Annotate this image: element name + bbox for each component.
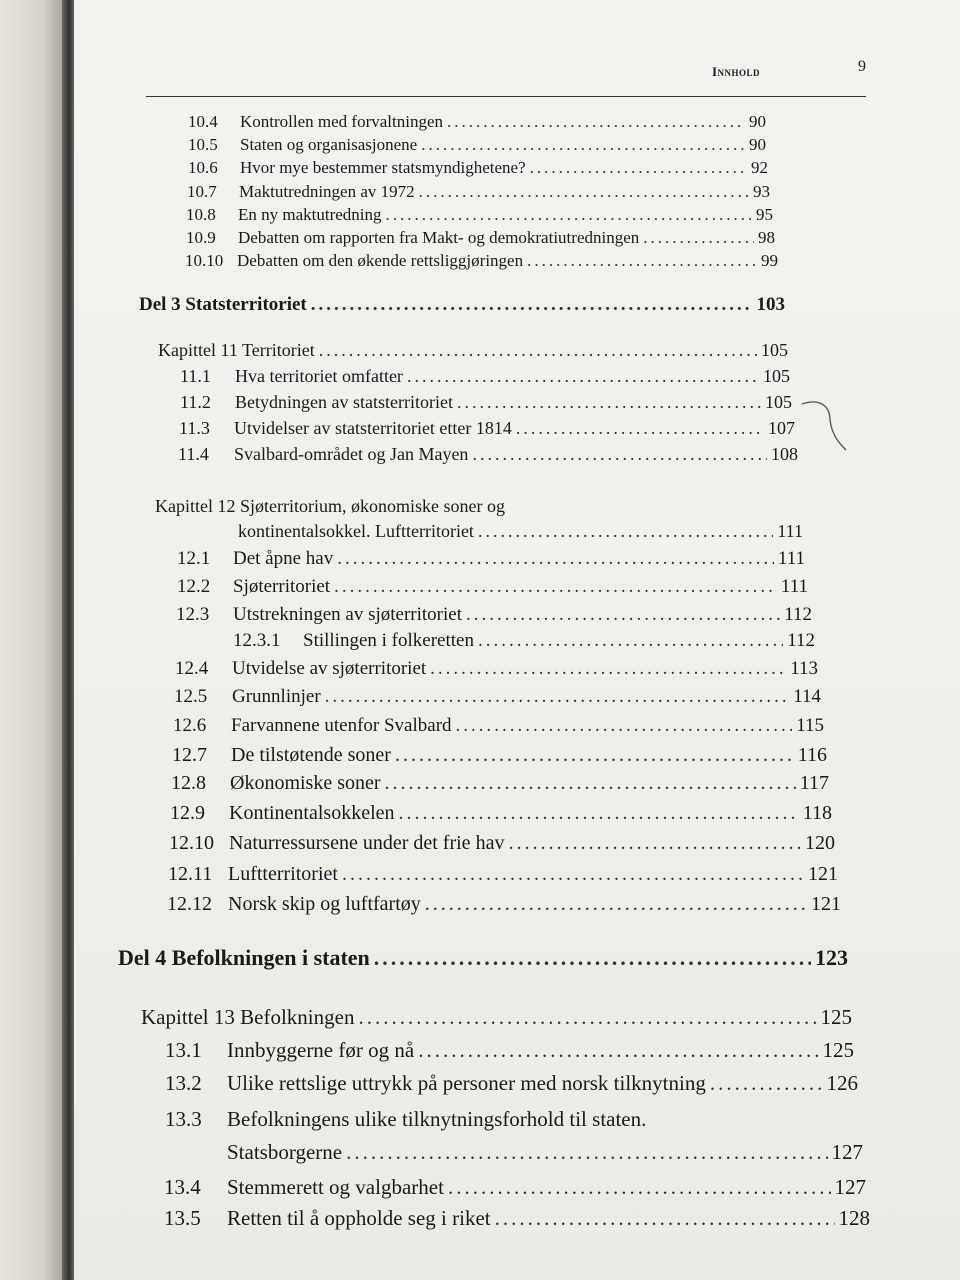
toc-leader-dots	[710, 1071, 823, 1096]
toc-entry-number: 10.8	[186, 205, 216, 224]
toc-leader-dots	[311, 294, 753, 316]
toc-entry-label: Debatten om den økende rettsliggjøringen	[237, 251, 524, 270]
toc-entry	[188, 135, 766, 155]
toc-entry	[176, 604, 812, 626]
toc-entry-line2	[227, 1140, 863, 1165]
toc-leader-dots	[407, 366, 759, 387]
toc-entry	[177, 548, 805, 570]
toc-entry-number: 11.4	[178, 444, 209, 464]
toc-leader-dots	[419, 182, 749, 202]
toc-entry-page: 117	[799, 772, 829, 794]
toc-entry-number: 11.3	[179, 418, 210, 438]
toc-entry-label: Staten og organisasjonene	[240, 135, 418, 154]
toc-entry-label: Ulike rettslige uttrykk på personer med norsk tilknytning	[227, 1071, 706, 1095]
toc-entry	[188, 158, 768, 178]
chapter-heading	[141, 1005, 852, 1030]
toc-entry-page: 105	[765, 392, 792, 412]
toc-entry-number: 12.4	[175, 658, 209, 679]
toc-leader-dots	[395, 744, 794, 767]
toc-entry-label-cont: Statsborgerne	[227, 1140, 343, 1164]
chapter-heading-line2	[238, 521, 803, 542]
toc-leader-dots	[337, 548, 774, 570]
toc-entry-label: De tilstøtende soner	[231, 744, 391, 766]
toc-entry	[186, 228, 775, 248]
toc-entry	[180, 392, 792, 413]
toc-leader-dots	[530, 158, 747, 178]
toc-entry-label: Hva territoriet omfatter	[235, 366, 403, 386]
toc-entry-label: Naturressursene under det frie hav	[229, 832, 505, 854]
toc-entry-page: 113	[790, 658, 818, 679]
toc-entry	[164, 1175, 866, 1200]
toc-entry-label: Stemmerett og valgbarhet	[227, 1175, 444, 1199]
toc-entry-page: 116	[797, 744, 827, 766]
toc-leader-dots	[516, 418, 764, 439]
toc-entry-page: 98	[758, 228, 775, 247]
toc-entry-label: Debatten om rapporten fra Makt- og demokratiutredningen	[238, 228, 640, 247]
part-heading-page: 123	[815, 945, 848, 970]
toc-entry-page: 107	[768, 418, 795, 438]
toc-entry	[172, 744, 827, 767]
toc-entry-number: 12.3	[176, 604, 210, 625]
toc-entry-page: 93	[753, 182, 770, 201]
toc-leader-dots	[399, 802, 799, 825]
toc-entry-number: 12.5	[174, 686, 208, 707]
toc-entry-label: Grunnlinjer	[232, 686, 321, 707]
toc-entry-page: 114	[793, 686, 821, 707]
toc-entry	[186, 205, 773, 225]
toc-entry	[165, 1038, 854, 1063]
toc-entry-label: Luftterritoriet	[228, 863, 338, 885]
toc-entry	[164, 1206, 870, 1231]
part-heading	[139, 294, 785, 316]
toc-leader-dots	[425, 893, 807, 916]
toc-entry	[168, 863, 838, 886]
chapter-heading-page: 125	[820, 1005, 852, 1029]
toc-entry-page: 108	[771, 444, 798, 464]
toc-entry-page: 118	[802, 802, 832, 824]
toc-leader-dots	[374, 945, 811, 971]
toc-entry-number: 12.2	[177, 576, 211, 597]
toc-entry-page: 127	[831, 1140, 863, 1164]
toc-entry-page: 90	[749, 112, 766, 131]
toc-entry	[179, 418, 795, 439]
toc-entry-number: 12.3.1	[233, 630, 281, 651]
toc-entry	[170, 802, 832, 825]
toc-entry-page: 125	[822, 1038, 854, 1062]
toc-entry-label: Maktutredningen av 1972	[239, 182, 415, 201]
toc-entry-page: 120	[805, 832, 835, 854]
toc-entry-number: 10.10	[185, 251, 224, 270]
chapter-heading-page: 111	[777, 521, 803, 541]
toc-leader-dots	[457, 392, 761, 413]
toc-entry-label: Innbyggerne før og nå	[227, 1038, 415, 1062]
toc-leader-dots	[643, 228, 754, 248]
toc-entry-label: Det åpne hav	[233, 548, 334, 569]
toc-entry	[188, 112, 766, 132]
toc-entry	[167, 893, 841, 916]
toc-entry	[178, 444, 798, 465]
toc-leader-dots	[358, 1005, 816, 1030]
toc-leader-dots	[325, 686, 790, 708]
toc-leader-dots	[319, 340, 757, 361]
toc-entry-number: 13.3	[165, 1107, 202, 1131]
toc-leader-dots	[430, 658, 786, 680]
toc-entry-label: Betydningen av statsterritoriet	[235, 392, 453, 412]
toc-entry-page: 99	[761, 251, 778, 270]
chapter-heading-label-cont: kontinentalsokkel. Luftterritoriet	[238, 521, 474, 541]
toc-subentry	[233, 630, 815, 652]
toc-entry-page: 126	[826, 1071, 858, 1095]
toc-entry-page: 105	[763, 366, 790, 386]
toc-entry	[169, 832, 835, 855]
toc-leader-dots	[385, 772, 796, 795]
toc-entry	[173, 715, 824, 737]
toc-leader-dots	[478, 630, 783, 652]
toc-leader-dots	[527, 251, 757, 271]
toc-entry-number: 10.4	[188, 112, 218, 131]
toc-entry-number: 11.2	[180, 392, 211, 412]
toc-entry-label: Svalbard-området og Jan Mayen	[234, 444, 469, 464]
chapter-heading-label: Kapittel 13 Befolkningen	[141, 1005, 355, 1029]
toc-entry-number: 12.7	[172, 744, 207, 766]
toc-leader-dots	[386, 205, 752, 225]
toc-entry-page: 127	[834, 1175, 866, 1199]
toc-entry-label: Kontrollen med forvaltningen	[240, 112, 444, 131]
toc-entry-page: 111	[780, 576, 808, 597]
toc-entry-label: Sjøterritoriet	[233, 576, 331, 597]
toc-entry-number: 13.5	[164, 1206, 201, 1230]
toc-leader-dots	[508, 832, 801, 855]
toc-leader-dots	[447, 112, 745, 132]
toc-leader-dots	[334, 576, 777, 598]
toc-entry-label: Utvidelser av statsterritoriet etter 1814	[234, 418, 512, 438]
toc-entry	[187, 182, 770, 202]
toc-entry-label: En ny maktutredning	[238, 205, 382, 224]
toc-entry-label: Utstrekningen av sjøterritoriet	[233, 604, 462, 625]
toc-entry-page: 111	[777, 548, 805, 569]
toc-leader-dots	[478, 521, 773, 542]
toc-entry-page: 121	[808, 863, 838, 885]
toc-entry-page: 112	[787, 630, 815, 651]
toc-entry-label: Kontinentalsokkelen	[229, 802, 395, 824]
toc-leader-dots	[472, 444, 767, 465]
part-heading-label: Del 3 Statsterritoriet	[139, 294, 307, 315]
toc-entry-number: 12.9	[170, 802, 205, 824]
toc-entry	[180, 366, 790, 387]
running-header	[146, 56, 866, 97]
toc-entry-number: 12.1	[177, 548, 211, 569]
toc-entry-page: 121	[811, 893, 841, 915]
toc-entry-label: Utvidelse av sjøterritoriet	[232, 658, 427, 679]
toc-entry-label: Farvannene utenfor Svalbard	[231, 715, 452, 736]
toc-entry-number: 13.4	[164, 1175, 201, 1199]
facing-page-edge	[0, 0, 70, 1280]
part-heading	[118, 945, 848, 971]
part-heading-page: 103	[756, 294, 785, 315]
chapter-heading-line1	[155, 496, 795, 517]
chapter-heading-label: Kapittel 11 Territoriet	[158, 340, 315, 360]
toc-leader-dots	[456, 715, 793, 737]
toc-leader-dots	[466, 604, 780, 626]
toc-entry	[174, 686, 821, 708]
toc-entry	[185, 251, 778, 271]
toc-entry	[171, 772, 829, 795]
toc-entry	[177, 576, 808, 598]
toc-leader-dots	[448, 1175, 831, 1200]
header-page-number: 9	[858, 58, 866, 75]
toc-entry-number: 10.6	[188, 158, 218, 177]
toc-entry-page: 115	[796, 715, 824, 736]
toc-entry-number: 10.5	[188, 135, 218, 154]
toc-leader-dots	[418, 1038, 818, 1063]
toc-leader-dots	[346, 1140, 827, 1165]
toc-entry-page: 112	[784, 604, 812, 625]
toc-entry-line1	[165, 1107, 865, 1132]
pen-mark-icon	[800, 396, 850, 456]
chapter-heading-page: 105	[761, 340, 788, 360]
toc-entry-number: 12.8	[171, 772, 206, 794]
toc-entry-number: 13.2	[165, 1071, 202, 1095]
toc-entry	[175, 658, 818, 680]
toc-entry-label: Økonomiske soner	[230, 772, 381, 794]
toc-entry-page: 90	[749, 135, 766, 154]
toc-entry-label: Retten til å oppholde seg i riket	[227, 1206, 491, 1230]
toc-entry-label: Norsk skip og luftfartøy	[228, 893, 421, 915]
toc-entry-number: 10.9	[186, 228, 216, 247]
toc-entry-number: 10.7	[187, 182, 217, 201]
toc-entry-number: 11.1	[180, 366, 211, 386]
toc-entry-page: 92	[751, 158, 768, 177]
toc-leader-dots	[342, 863, 804, 886]
header-title: Innhold	[711, 64, 760, 79]
toc-entry-label: Befolkningens ulike tilknytningsforhold til staten.	[227, 1107, 647, 1131]
toc-entry-number: 12.11	[168, 863, 213, 885]
toc-entry-number: 13.1	[165, 1038, 202, 1062]
chapter-heading-label: Kapittel 12 Sjøterritorium, økonomiske soner og	[155, 496, 505, 516]
toc-entry-label: Stillingen i folkeretten	[303, 630, 474, 651]
toc-leader-dots	[495, 1206, 835, 1231]
toc-entry-page: 95	[756, 205, 773, 224]
part-heading-label: Del 4 Befolkningen i staten	[118, 945, 370, 970]
toc-entry-number: 12.10	[169, 832, 214, 854]
toc-entry-label: Hvor mye bestemmer statsmyndighetene?	[240, 158, 526, 177]
toc-leader-dots	[421, 135, 745, 155]
chapter-heading	[158, 340, 788, 361]
toc-entry-number: 12.12	[167, 893, 212, 915]
toc-entry-number: 12.6	[173, 715, 207, 736]
toc-entry	[165, 1071, 858, 1096]
toc-entry-page: 128	[838, 1206, 870, 1230]
